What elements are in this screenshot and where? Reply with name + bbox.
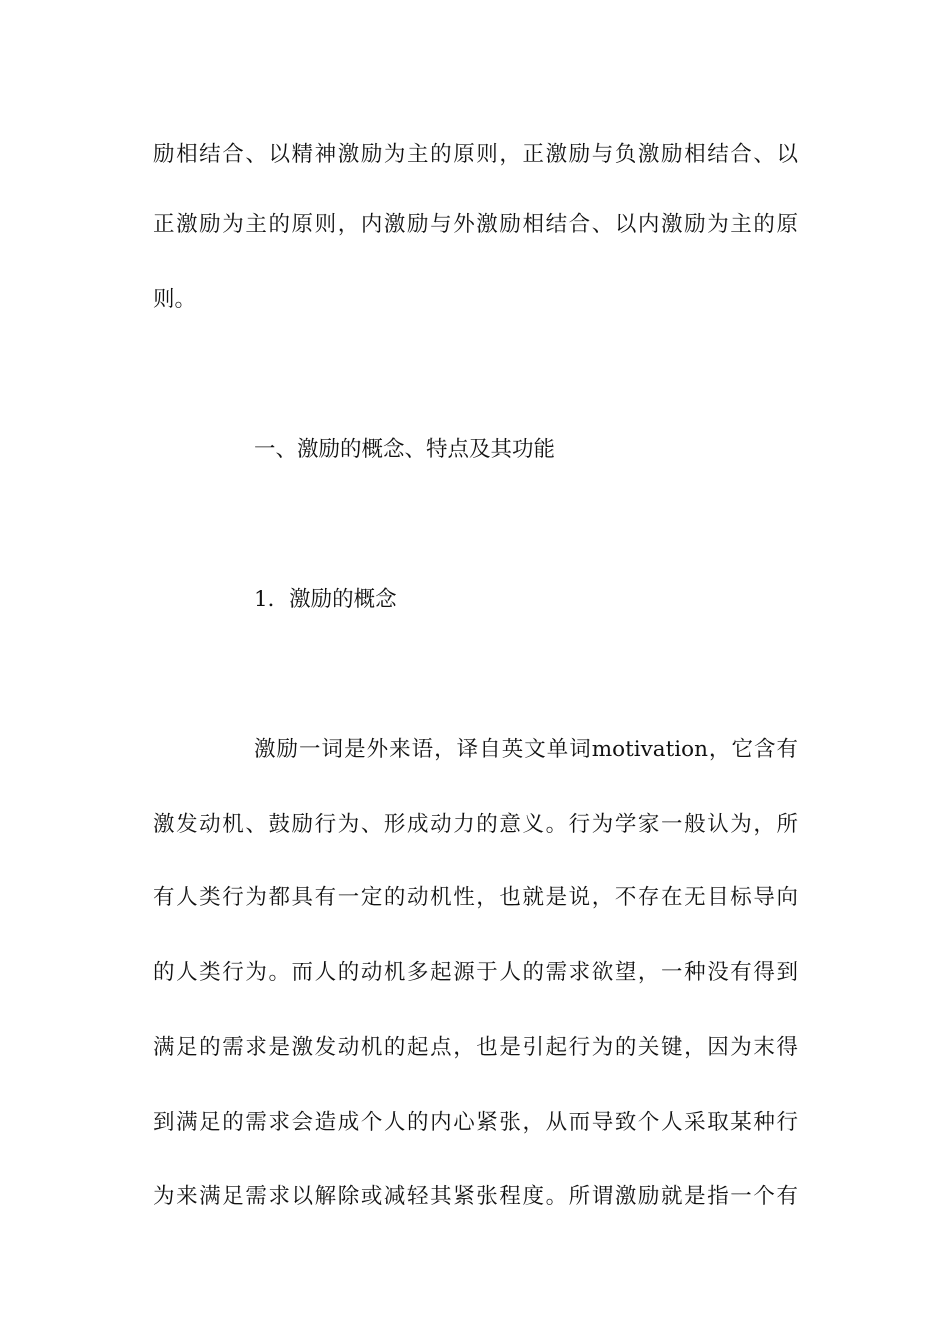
paragraph-2-line-3: 有人类行为都具有一定的动机性，也就是说，不存在无目标导向: [153, 885, 798, 910]
paragraph-2-line-7: 为来满足需求以解除或减轻其紧张程度。所谓激励就是指一个有: [153, 1184, 798, 1209]
paragraph-1-line-2: 正激励为主的原则，内激励与外激励相结合、以内激励为主的原: [153, 212, 798, 237]
subsection-heading: 1．激励的概念: [254, 587, 397, 612]
paragraph-2-line-1: 激励一词是外来语，译自英文单词motivation，它含有: [254, 737, 798, 762]
paragraph-1-line-1: 励相结合、以精神激励为主的原则，正激励与负激励相结合、以: [153, 142, 798, 167]
paragraph-2-line-4: 的人类行为。而人的动机多起源于人的需求欲望，一种没有得到: [153, 960, 798, 985]
paragraph-2-line-2: 激发动机、鼓励行为、形成动力的意义。行为学家一般认为，所: [153, 812, 798, 837]
paragraph-2-line-6: 到满足的需求会造成个人的内心紧张，从而导致个人采取某种行: [153, 1110, 798, 1135]
section-heading: 一、激励的概念、特点及其功能: [254, 437, 556, 462]
paragraph-2-line-5: 满足的需求是激发动机的起点，也是引起行为的关键，因为末得: [153, 1035, 798, 1060]
paragraph-1-line-3: 则。: [153, 287, 197, 312]
